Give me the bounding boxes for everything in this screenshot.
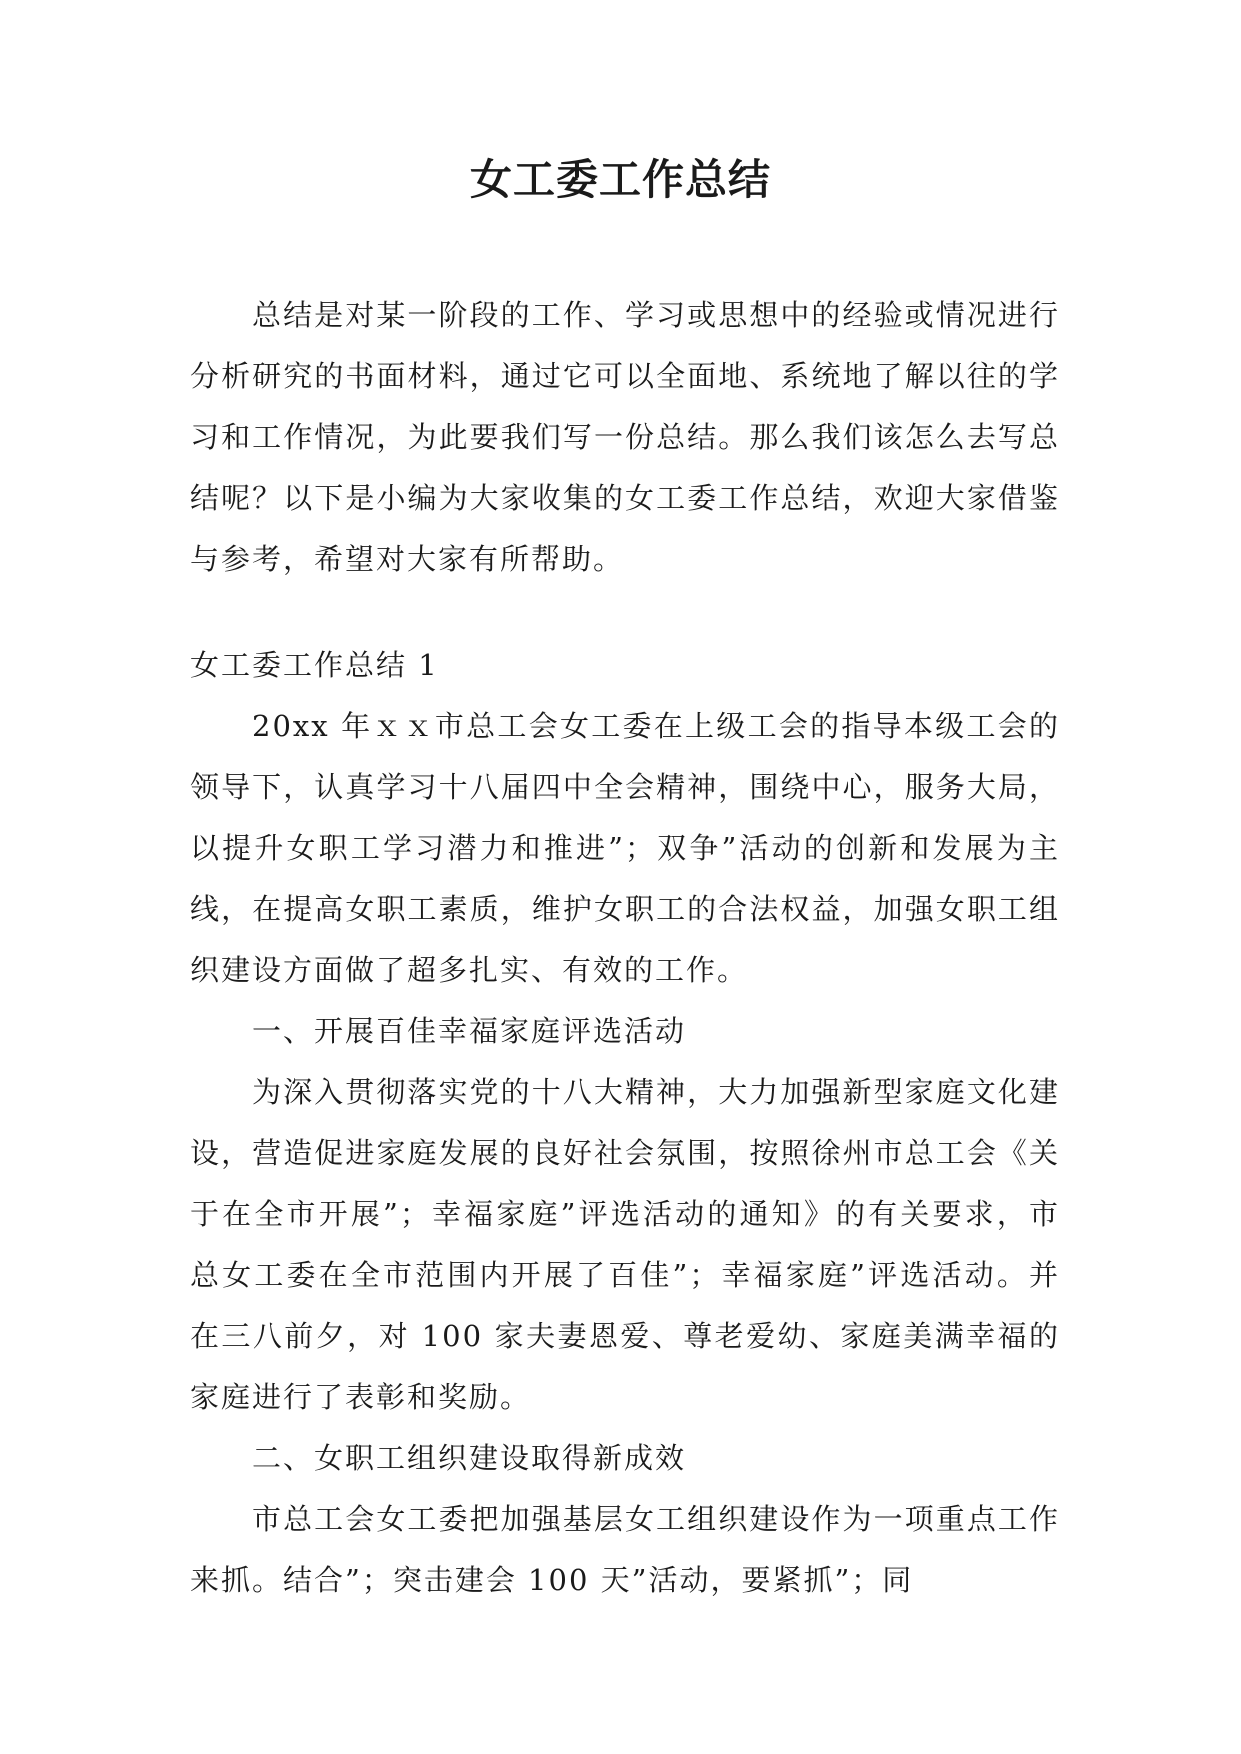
- spacer: [190, 590, 1060, 635]
- section-heading: 女工委工作总结 1: [190, 648, 439, 682]
- document-title: 女工委工作总结: [469, 155, 771, 204]
- subsection-heading: 一、开展百佳幸福家庭评选活动: [252, 1014, 687, 1048]
- body-paragraph: 为深入贯彻落实党的十八大精神，大力加强新型家庭文化建设，营造促进家庭发展的良好社会氛围，按照徐州市总工会《关于在全市开展”；幸福家庭”评选活动的通知》的有关要求，市总女工委在全市范围内开展了百佳”；幸福家庭”评选活动。并在三八前夕，对 100 家夫妻恩爱、尊老爱幼、家庭美满幸福的家庭进行了表彰和奖励。: [190, 1075, 1060, 1414]
- document-body: [190, 285, 1060, 1611]
- body-paragraph: 市总工会女工委把加强基层女工组织建设作为一项重点工作来抓。结合”；突击建会 100 天”活动，要紧抓”；同: [190, 1502, 1060, 1597]
- subsection-heading: 二、女职工组织建设取得新成效: [252, 1441, 687, 1475]
- body-paragraph: 20xx 年ｘｘ市总工会女工委在上级工会的指导本级工会的领导下，认真学习十八届四中全会精神，围绕中心，服务大局，以提升女职工学习潜力和推进”；双争”活动的创新和发展为主线，在提高女职工素质，维护女职工的合法权益，加强女职工组织建设方面做了超多扎实、有效的工作。: [190, 709, 1060, 987]
- intro-paragraph: 总结是对某一阶段的工作、学习或思想中的经验或情况进行分析研究的书面材料，通过它可以全面地、系统地了解以往的学习和工作情况，为此要我们写一份总结。那么我们该怎么去写总结呢？以下是小编为大家收集的女工委工作总结，欢迎大家借鉴与参考，希望对大家有所帮助。: [190, 298, 1060, 576]
